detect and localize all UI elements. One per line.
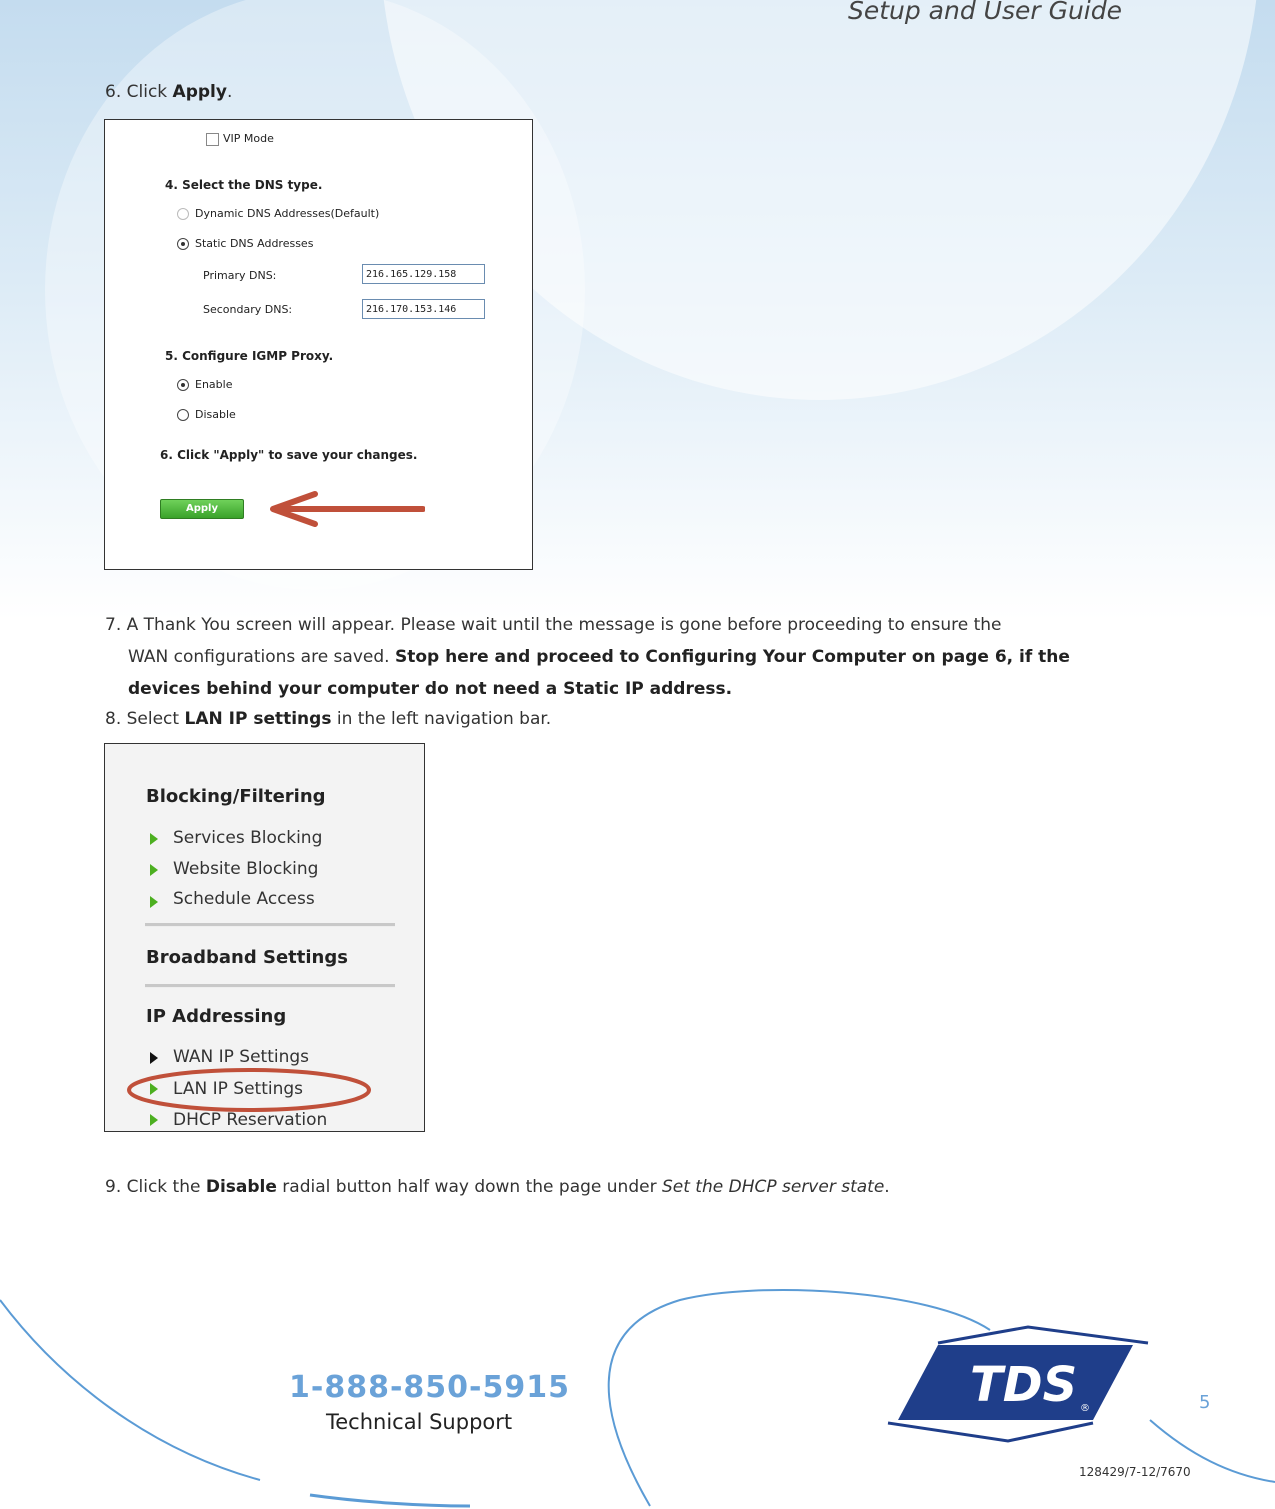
registered-mark: ® xyxy=(1080,1403,1090,1414)
bullet-arrow-icon xyxy=(150,896,158,908)
step-9 xyxy=(105,1171,890,1203)
primary-dns-input[interactable]: 216.165.129.158 xyxy=(362,264,485,284)
igmp-enable-option[interactable] xyxy=(177,378,232,391)
step-7-line2-plain: WAN configurations are saved. xyxy=(128,647,395,667)
step-7-line2 xyxy=(105,641,1125,673)
bullet-arrow-icon xyxy=(150,833,158,845)
apply-heading: 6. Click "Apply" to save your changes. xyxy=(160,448,418,462)
nav-divider xyxy=(145,984,395,988)
nav-section-ip-addressing: IP Addressing xyxy=(146,1006,287,1027)
nav-divider xyxy=(145,923,395,927)
step-7 xyxy=(105,609,1125,705)
support-label: Technical Support xyxy=(326,1410,513,1434)
apply-button[interactable]: Apply xyxy=(160,499,244,519)
step-7-line1: 7. A Thank You screen will appear. Please wait until the message is gone before proceeding to ensure the xyxy=(105,615,1002,635)
igmp-enable-radio[interactable] xyxy=(177,379,189,391)
document-id: 128429/7-12/7670 xyxy=(1079,1465,1191,1479)
step-7-line3 xyxy=(105,673,1125,705)
dns-dynamic-label: Dynamic DNS Addresses(Default) xyxy=(195,207,380,220)
tds-logo-text: TDS xyxy=(970,1357,1078,1413)
step-8-suffix: in the left navigation bar. xyxy=(331,709,552,729)
step-6-bold: Apply xyxy=(172,82,227,102)
igmp-disable-label: Disable xyxy=(195,408,236,421)
nav-item-dhcp-reservation[interactable]: DHCP Reservation xyxy=(173,1110,328,1130)
step-9-middle: radial button half way down the page under xyxy=(276,1177,662,1197)
step-7-line2-bold: Stop here and proceed to Configuring Your Computer on page 6, if the xyxy=(394,647,1070,667)
nav-item-wan-ip-settings[interactable]: WAN IP Settings xyxy=(173,1047,310,1067)
step-9-italic: Set the DHCP server state xyxy=(661,1177,885,1197)
dns-settings-screenshot xyxy=(104,119,533,570)
vip-mode-option[interactable] xyxy=(206,132,274,146)
igmp-heading: 5. Configure IGMP Proxy. xyxy=(165,349,334,363)
vip-mode-label: VIP Mode xyxy=(223,132,274,145)
step-7-line3-bold: devices behind your computer do not need a Static IP address. xyxy=(128,679,733,699)
dns-dynamic-radio[interactable] xyxy=(177,208,189,220)
step-9-bold: Disable xyxy=(205,1177,277,1197)
step-6 xyxy=(105,76,232,108)
nav-item-lan-ip-settings[interactable]: LAN IP Settings xyxy=(173,1079,304,1099)
dns-static-radio[interactable] xyxy=(177,238,189,250)
dns-heading: 4. Select the DNS type. xyxy=(165,178,323,192)
nav-section-blocking: Blocking/Filtering xyxy=(146,786,326,807)
page-header-title: Setup and User Guide xyxy=(847,0,1122,25)
highlight-ellipse-icon xyxy=(125,1066,380,1116)
red-arrow-icon xyxy=(265,490,425,534)
primary-dns-label: Primary DNS: xyxy=(203,269,277,282)
tds-logo xyxy=(878,1325,1168,1445)
step-8 xyxy=(105,703,551,735)
dns-dynamic-option[interactable] xyxy=(177,207,379,220)
bullet-arrow-icon xyxy=(150,1052,158,1064)
dns-static-option[interactable] xyxy=(177,237,313,250)
secondary-dns-label: Secondary DNS: xyxy=(203,303,293,316)
navigation-screenshot xyxy=(104,743,425,1132)
step-8-prefix: 8. Select xyxy=(105,709,185,729)
secondary-dns-input[interactable]: 216.170.153.146 xyxy=(362,299,485,319)
nav-item-website-blocking[interactable]: Website Blocking xyxy=(173,859,319,879)
vip-mode-checkbox[interactable] xyxy=(206,133,219,146)
support-phone-number: 1-888-850-5915 xyxy=(289,1370,570,1405)
nav-section-broadband[interactable]: Broadband Settings xyxy=(146,947,348,968)
step-8-bold: LAN IP settings xyxy=(184,709,332,729)
step-6-prefix: 6. Click xyxy=(105,82,173,102)
nav-item-services-blocking[interactable]: Services Blocking xyxy=(173,828,323,848)
igmp-disable-option[interactable] xyxy=(177,408,236,421)
igmp-enable-label: Enable xyxy=(195,378,233,391)
step-9-prefix: 9. Click the xyxy=(105,1177,206,1197)
bullet-arrow-icon xyxy=(150,864,158,876)
step-9-suffix: . xyxy=(884,1177,890,1197)
step-6-suffix: . xyxy=(226,82,233,102)
igmp-disable-radio[interactable] xyxy=(177,409,189,421)
nav-item-schedule-access[interactable]: Schedule Access xyxy=(173,889,315,909)
dns-static-label: Static DNS Addresses xyxy=(195,237,314,250)
page-number: 5 xyxy=(1199,1392,1211,1413)
